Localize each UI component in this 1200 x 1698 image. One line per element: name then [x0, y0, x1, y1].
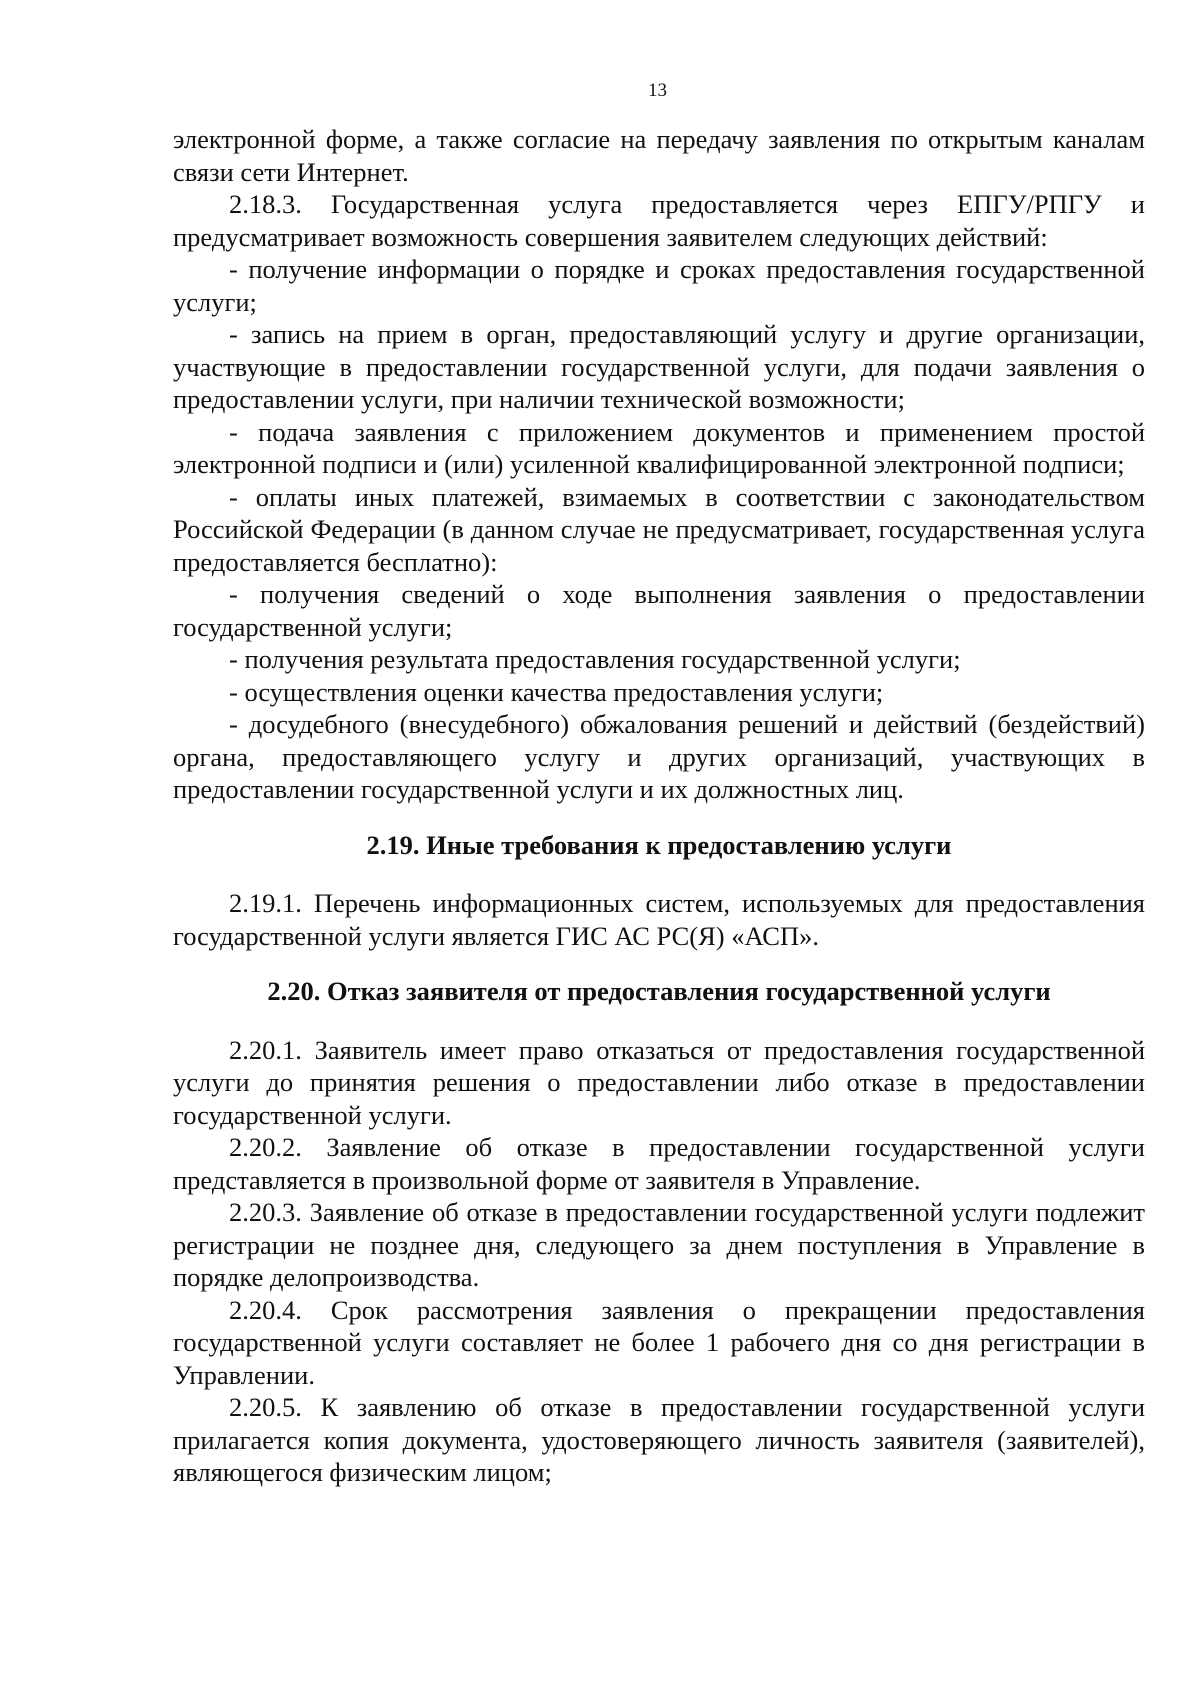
list-item-status-info: - получения сведений о ходе выполнения заявления о предоставлении государственной услуги;: [173, 579, 1145, 642]
list-item-quality-assessment: - осуществления оценки качества предоставления услуги;: [229, 676, 884, 707]
list-item-appeal: - досудебного (внесудебного) обжалования решений и действий (бездействий) органа, предоставляющего услугу и других организаций, участвующих в предоставлении государственной услуги и их должностных лиц.: [173, 709, 1145, 804]
list-item-appointment: - запись на прием в орган, предоставляющий услугу и другие организации, участвующие в предоставлении государственной услуги, для подачи заявления о предоставлении услуги, при наличии технической возможности;: [173, 319, 1145, 414]
section-heading-2-19: 2.19. Иные требования к предоставлению услуги: [366, 829, 952, 860]
paragraph-2-20-4: 2.20.4. Срок рассмотрения заявления о прекращении предоставления государственной услуги составляет не более 1 рабочего дня со дня регистрации в Управлении.: [173, 1294, 1145, 1390]
paragraph-2-20-3: 2.20.3. Заявление об отказе в предоставлении государственной услуги подлежит регистрации не позднее дня, следующего за днем поступления в Управление в порядке делопроизводства.: [173, 1197, 1145, 1292]
section-spacer: [173, 861, 1145, 887]
document-body: [173, 123, 1145, 1489]
paragraph-2-20-1: 2.20.1. Заявитель имеет право отказаться от предоставления государственной услуги до принятия решения о предоставлении либо отказе в предоставлении государственной услуги.: [173, 1034, 1145, 1130]
list-item-information: - получение информации о порядке и сроках предоставления государственной услуги;: [173, 254, 1145, 317]
list-item-application-submission: - подача заявления с приложением документов и применением простой электронной подписи и (или) усиленной квалифицированной электронной подписи;: [173, 416, 1145, 479]
section-heading-2-20: 2.20. Отказ заявителя от предоставления государственной услуги: [267, 976, 1051, 1006]
list-item-payments: - оплаты иных платежей, взимаемых в соответствии с законодательством Российской Федерации (в данном случае не предусматривает, государственная услуга предоставляется бесплатно):: [173, 481, 1145, 577]
paragraph-2-19-1: 2.19.1. Перечень информационных систем, используемых для предоставления государственной услуги является ГИС АС РС(Я) «АСП».: [173, 888, 1145, 951]
section-spacer: [173, 952, 1145, 975]
paragraph-2-18-3: 2.18.3. Государственная услуга предоставляется через ЕПГУ/РПГУ и предусматривает возможность совершения заявителем следующих действий:: [173, 189, 1145, 252]
paragraph-continuation: электронной форме, а также согласие на передачу заявления по открытым каналам связи сети Интернет.: [173, 124, 1145, 187]
paragraph-2-20-2: 2.20.2. Заявление об отказе в предоставлении государственной услуги представляется в произвольной форме от заявителя в Управление.: [173, 1132, 1145, 1195]
page-number: 13: [648, 80, 667, 101]
list-item-result: - получения результата предоставления государственной услуги;: [229, 644, 961, 674]
paragraph-2-20-5: 2.20.5. К заявлению об отказе в предоставлении государственной услуги прилагается копия документа, удостоверяющего личность заявителя (заявителей), являющегося физическим лицом;: [173, 1392, 1145, 1487]
section-spacer: [173, 1008, 1145, 1034]
section-spacer: [173, 806, 1145, 829]
